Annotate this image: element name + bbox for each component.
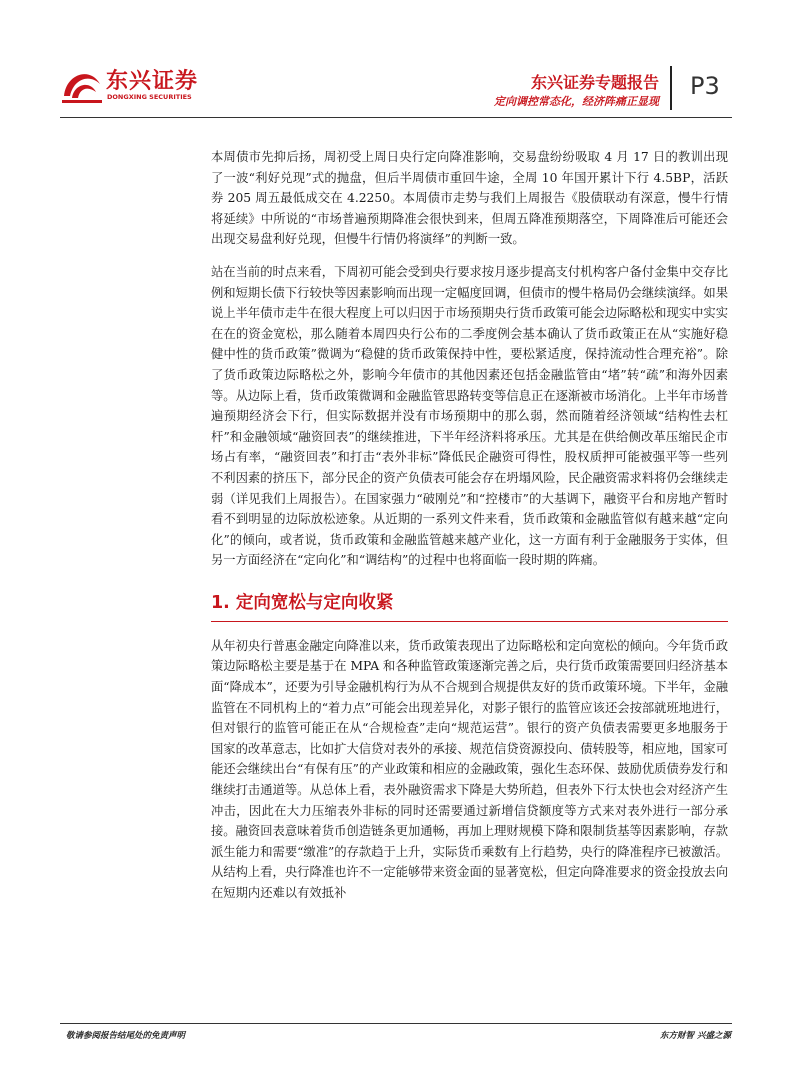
logo-chinese-name: 东兴证券	[106, 69, 199, 94]
header-rule	[60, 117, 732, 118]
disclaimer-note: 敬请参阅报告结尾处的免责声明	[66, 1031, 186, 1041]
footer-slogan: 东方财智 兴盛之源	[660, 1031, 731, 1041]
logo-mark-icon	[60, 62, 104, 106]
section-heading: 1. 定向宽松与定向收紧	[211, 592, 394, 613]
paragraph-2: 站在当前的时点来看，下周初可能会受到央行要求按月逐步提高支付机构客户备付金集中交存比例和短期长债下行较快等因素影响而出现一定幅度回调，但债市的慢牛格局仍会继续演绎。如果说上半年债市走牛在很大程度上可以归因于市场预期央行货币政策可能会边际略松和现实中实实在在的资金宽松，那么随着本周四央行公布的二季度例会基本确认了货币政策正在从“实施好稳健中性的货币政策”微调为“稳健的货币政策保持中性，要松紧适度，保持流动性合理充裕”。除了货币政策边际略松之外，影响今年债市的其他因素还包括金融监管由“堵”转“疏”和海外因素等。从边际上看，货币政策微调和金融监管思路转变等信息正在逐渐被市场消化。上半年市场普遍预期经济会下行，但实际数据并没有市场预期中的那么弱，然而随着经济领域“结构性去杠杆”和金融领域“融资回表”的继续推进，下半年经济料将承压。尤其是在供给侧改革压缩民企市场占有率，“融资回表”和打击“表外非标”降低民企融资可得性，股权质押可能被强平等一些列不利因素的挤压下，部分民企的资产负债表可能会存在坍塌风险，民企融资需求料将仍会继续走弱（详见我们上周报告）。在国家强力“破刚兑”和“控楼市”的大基调下，融资平台和房地产暂时看不到明显的边际放松迹象。从近期的一系列文件来看，货币政策和金融监管似有越来越“定向化”的倾向，或者说，货币政策和金融监管越来越产业化，这一方面有利于金融服务于实体，但另一方面经济在“定向化”和“调结构”的过程中也将面临一段时期的阵痛。	[211, 264, 728, 568]
footer-rule	[60, 1023, 732, 1024]
logo-english-name: DONGXING SECURITIES	[107, 93, 192, 101]
paragraph-1: 本周债市先抑后扬，周初受上周日央行定向降准影响，交易盘纷纷吸取 4 月 17 日的教训出现了一波“利好兑现”式的抛盘，但后半周债市重回牛途，全周 10 年国开累计下行 4.5BP，活跃券 205 周五最低成交在 4.2250。本周债市走势与我们上周报告《股债联动有深意，慢牛行情将延续》中所说的“市场普遍预期降准会很快到来，但周五降准预期落空，下周降准后可能还会出现交易盘利好兑现，但慢牛行情仍将演绎”的判断一致。	[211, 150, 728, 247]
paragraph-3: 从年初央行普惠金融定向降准以来，货币政策表现出了边际略松和定向宽松的倾向。今年货币政策边际略松主要是基于在 MPA 和各种监管政策逐渐完善之后，央行货币政策需要回归经济基本面“降成本”，还要为引导金融机构行为从不合规到合规提供友好的货币政策环境。下半年，金融监管在不同机构上的“着力点”可能会出现差异化，对影子银行的监管应该还会按部就班地进行，但对银行的监管可能正在从“合规检查”走向“规范运营”。银行的资产负债表需要更多地服务于国家的改革意志，比如扩大信贷对表外的承接、规范信贷资源投向、债转股等，相应地，国家可能还会继续出台“有保有压”的产业政策和相应的金融政策，强化生态环保、鼓励优质债券发行和继续打击通道等。从总体上看，表外融资需求下降是大势所趋，但表外下行太快也会对经济产生冲击，因此在大力压缩表外非标的同时还需要通过新增信贷额度等方式来对表外进行一部分承接。融资回表意味着货币创造链条更加通畅，再加上理财规模下降和限制货基等因素影响，存款派生能力和需要“缴准”的存款趋于上升，实际货币乘数有上行趋势，央行的降准程序已被激活。从结构上看，央行降准也许不一定能够带来资金面的显著宽松，但定向降准要求的资金投放去向在短期内还难以有效抵补	[211, 638, 728, 900]
header-divider	[670, 66, 672, 110]
page-number: P3	[690, 72, 720, 100]
page-header	[0, 0, 793, 125]
report-body	[211, 147, 728, 904]
company-logo	[60, 62, 220, 112]
report-title: 东兴证券专题报告	[530, 73, 659, 92]
report-subtitle: 定向调控常态化，经济阵痛正显现	[494, 95, 659, 108]
